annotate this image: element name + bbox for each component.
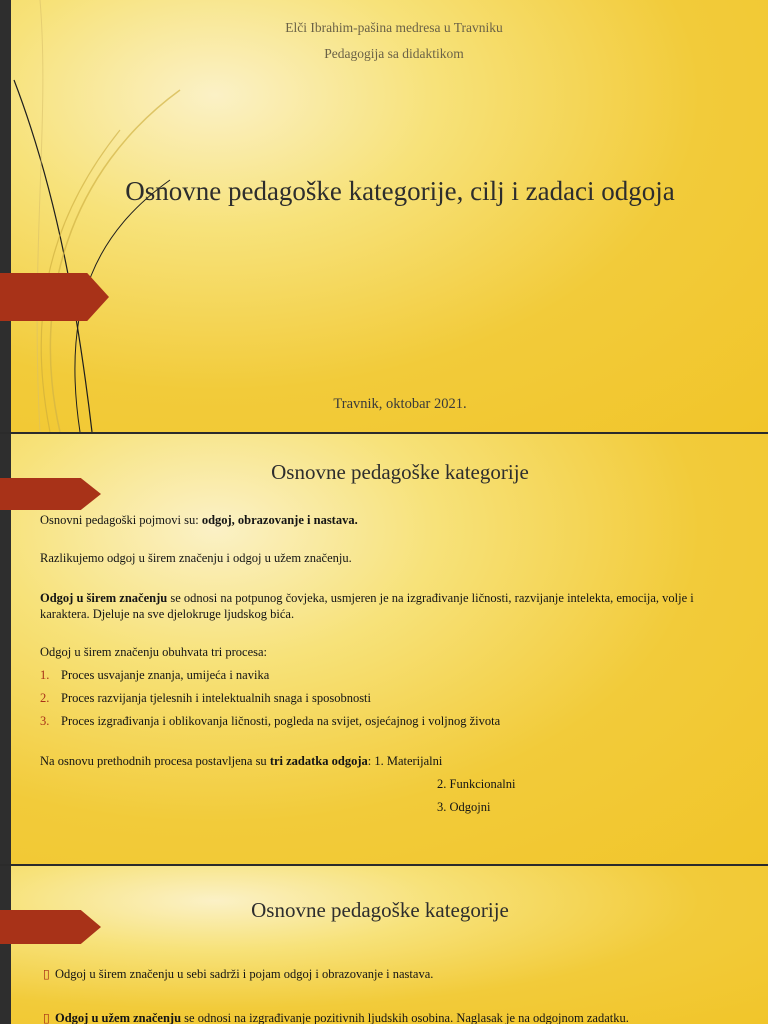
paragraph: Odgoj u širem značenju obuhvata tri procesa: bbox=[40, 645, 268, 659]
paragraph: Odgoj u širem značenju se odnosi na potpunog čovjeka, usmjeren je na izgrađivanje ličnosti, razvijanje intelekta, emocija, volje i karaktera. Djeluje na sve djelokruge ljudskog bića. bbox=[40, 591, 694, 621]
paragraph: Na osnovu prethodnih procesa postavljena su tri zadatka odgoja: 1. Materijalni bbox=[40, 754, 443, 768]
slide-title: Osnovne pedagoške kategorije, cilj i zadaci odgoja bbox=[125, 176, 675, 206]
content-slide-2 bbox=[0, 866, 768, 1024]
list-item: 1. Proces usvajanje znanja, umijeća i navika bbox=[40, 668, 270, 682]
course-name: Pedagogija sa didaktikom bbox=[324, 46, 464, 61]
slide-title: Osnovne pedagoške kategorije bbox=[251, 898, 509, 922]
bullet-icon: ▯ bbox=[43, 1011, 50, 1024]
bullet-icon: ▯ bbox=[43, 967, 50, 981]
left-bar bbox=[0, 0, 11, 432]
left-bar bbox=[0, 866, 11, 1024]
slide-body bbox=[43, 966, 715, 1024]
paragraph: Razlikujemo odgoj u širem značenju i odgoj u užem značenju. bbox=[40, 551, 352, 565]
slide-date: Travnik, oktobar 2021. bbox=[333, 396, 467, 412]
decorative-curves bbox=[0, 0, 200, 432]
title-slide bbox=[0, 0, 768, 432]
bullet-item: ▯ Odgoj u širem značenju u sebi sadrži i pojam odgoj i obrazovanje i nastava. bbox=[43, 967, 434, 981]
task-item: 2. Funkcionalni bbox=[437, 777, 516, 791]
slide-title: Osnovne pedagoške kategorije bbox=[271, 460, 529, 484]
list-item: 3. Proces izgrađivanja i oblikovanja ličnosti, pogleda na svijet, osjećajnog i voljnog života bbox=[40, 714, 501, 728]
paragraph: Osnovni pedagoški pojmovi su: odgoj, obrazovanje i nastava. bbox=[40, 513, 358, 527]
task-item: 3. Odgojni bbox=[437, 800, 491, 814]
bullet-item: ▯ Odgoj u užem značenju se odnosi na izgrađivanje pozitivnih ljudskih osobina. Naglasak je na odgojnom zadatku. bbox=[43, 1011, 629, 1024]
content-slide-1 bbox=[0, 434, 768, 864]
school-name: Elči Ibrahim-pašina medresa u Travniku bbox=[285, 20, 503, 35]
red-tab bbox=[0, 273, 109, 321]
slide-body bbox=[40, 512, 700, 815]
list-item: 2. Proces razvijanja tjelesnih i intelektualnih snaga i sposobnosti bbox=[40, 691, 372, 705]
